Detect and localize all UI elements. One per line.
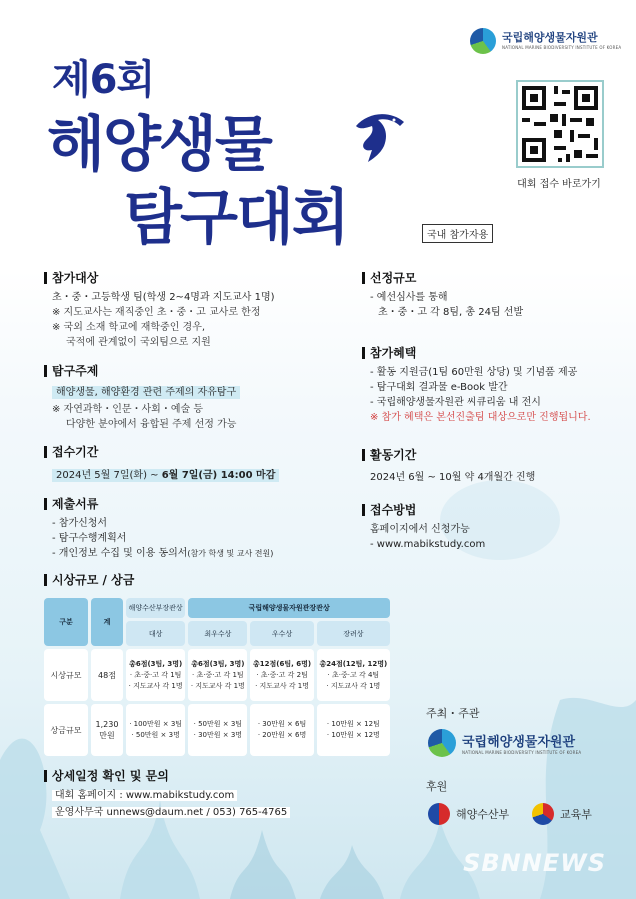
section-topic <box>44 362 240 432</box>
award-row-total: 48점 <box>91 649 123 701</box>
section-heading: 참가대상 <box>44 269 275 286</box>
document-note: (참가 학생 및 교사 전원) <box>187 549 274 558</box>
section-heading: 제출서류 <box>44 495 273 512</box>
organizer-subname: NATIONAL MARINE BIODIVERSITY INSTITUTE OF KOREA <box>462 750 582 755</box>
title-sub: 탐구대회 <box>124 183 348 253</box>
watermark: SBNNEWS <box>463 849 606 877</box>
section-heading: 참가혜택 <box>362 344 591 361</box>
sponsor-moe <box>532 803 592 825</box>
award-subheader: 최우수상 <box>188 621 247 646</box>
award-cell-line: · 50만원 × 3명 <box>131 731 180 739</box>
award-cell-count: 총24점(12팀, 12명) <box>319 659 388 668</box>
section-heading: 시상규모 / 상금 <box>44 571 134 588</box>
award-cell-line: · 10만원 × 12팀 <box>326 720 380 728</box>
organizer-logo <box>428 729 581 757</box>
section-heading: 선정규모 <box>362 269 523 286</box>
document-item: - 참가신청서 <box>52 518 108 529</box>
award-cell-line: · 100만원 × 3팀 <box>129 720 183 728</box>
sponsor-name: 해양수산부 <box>456 808 510 821</box>
award-table <box>41 595 393 759</box>
organizer-name: 국립해양생물자원관 <box>462 735 576 750</box>
section-eligibility <box>44 269 275 350</box>
award-prize-unit: 만원 <box>99 731 115 740</box>
section-awards <box>44 571 134 588</box>
award-cell-line: · 초·중·고 각 2팀 <box>256 670 308 679</box>
award-subheader: 장려상 <box>317 621 390 646</box>
award-header-minister: 해양수산부장관상 <box>126 598 185 618</box>
section-benefits <box>362 344 591 425</box>
benefit-note: ※ 참가 혜택은 본선진출팀 대상으로만 진행됩니다. <box>370 412 591 423</box>
audience-badge: 국내 참가자용 <box>422 224 493 243</box>
dolphin-icon <box>350 106 410 164</box>
section-heading: 활동기간 <box>362 446 535 463</box>
award-cell-line: · 초·중·고 각 1팀 <box>192 670 244 679</box>
eligibility-line: ※ 국외 소재 학교에 재학중인 경우, <box>52 322 206 333</box>
topic-line: ※ 자연과학・인문・사회・예술 등 <box>52 404 203 415</box>
section-heading: 상세일정 확인 및 문의 <box>44 767 290 784</box>
award-cell-line: · 30만원 × 3명 <box>193 731 243 739</box>
qr-code-icon[interactable] <box>516 80 604 168</box>
award-cell-line: · 20만원 × 6명 <box>257 731 307 739</box>
period-end: 6월 7일(금) 14:00 마감 <box>161 470 276 481</box>
award-subheader: 대상 <box>126 621 185 646</box>
organizer-emblem-icon <box>428 729 456 757</box>
benefit-item: - 활동 지원금(1팀 60만원 상당) 및 기념품 제공 <box>370 367 578 378</box>
benefit-item: - 탐구대회 결과물 e-Book 발간 <box>370 382 508 393</box>
award-header-category: 구분 <box>44 598 88 646</box>
contact-office[interactable]: 운영사무국 unnews@daum.net / 053) 765-4765 <box>52 807 290 818</box>
section-documents <box>44 495 273 561</box>
award-header-director: 국립해양생물자원관장관상 <box>188 598 390 618</box>
section-heading: 접수기간 <box>44 443 279 460</box>
eligibility-line: 초・중・고등학생 팀(학생 2~4명과 지도교사 1명) <box>52 292 275 303</box>
award-cell-line: · 초·중·고 각 1팀 <box>129 670 182 679</box>
award-cell-line: · 지도교사 각 1명 <box>326 681 381 690</box>
topic-highlight: 해양생물, 해양환경 관련 주제의 자유탐구 <box>52 386 240 399</box>
apply-line: 홈페이지에서 신청가능 <box>370 524 470 535</box>
qr-caption: 대회 접수 바로가기 <box>517 179 601 190</box>
award-cell-line: · 30만원 × 6팀 <box>257 720 307 728</box>
award-header-total: 계 <box>91 598 123 646</box>
document-item: - 탐구수행계획서 <box>52 533 127 544</box>
org-logo <box>470 28 621 54</box>
sponsor-label: 후원 <box>426 780 448 793</box>
award-cell-line: · 초·중·고 각 4팀 <box>327 670 380 679</box>
organizer-label: 주최・주관 <box>426 707 480 720</box>
org-name: 국립해양생물자원관 <box>502 31 598 45</box>
contact-homepage[interactable]: 대회 홈페이지 : www.mabikstudy.com <box>52 790 237 801</box>
section-heading: 접수방법 <box>362 501 485 518</box>
period-start: 2024년 5월 7일(화) ~ <box>56 470 162 481</box>
award-subheader: 우수상 <box>250 621 313 646</box>
section-activity <box>362 446 535 485</box>
award-cell-count: 총6점(3팀, 3명) <box>191 659 245 668</box>
title-edition: 제6회 <box>52 57 155 103</box>
award-cell-line: · 지도교사 각 1명 <box>128 681 183 690</box>
mof-emblem-icon <box>428 803 450 825</box>
apply-url[interactable]: - www.mabikstudy.com <box>370 539 486 550</box>
award-cell-line: · 지도교사 각 1명 <box>190 681 245 690</box>
award-cell-line: · 지도교사 각 1명 <box>255 681 310 690</box>
title-main: 해양생물 <box>47 110 271 180</box>
org-subname: NATIONAL MARINE BIODIVERSITY INSTITUTE OF KOREA <box>502 44 622 50</box>
award-row-label: 시상규모 <box>44 649 88 701</box>
selection-line: - 예선심사를 통해 <box>370 292 448 303</box>
benefit-item: - 국립해양생물자원관 씨큐리움 내 전시 <box>370 397 541 408</box>
moe-emblem-icon <box>532 803 554 825</box>
award-cell-count: 총6점(3팀, 3명) <box>129 659 183 668</box>
section-contact <box>44 767 290 820</box>
section-selection <box>362 269 523 320</box>
award-prize-total: 1,230 <box>95 720 119 729</box>
award-cell-line: · 50만원 × 3팀 <box>193 720 243 728</box>
document-item: - 개인정보 수집 및 이용 동의서 <box>52 548 188 559</box>
sponsor-name: 교육부 <box>560 808 592 821</box>
section-period <box>44 443 279 483</box>
activity-text: 2024년 6월 ~ 10월 약 4개월간 진행 <box>370 472 536 483</box>
org-emblem-icon <box>470 28 496 54</box>
section-heading: 탐구주제 <box>44 362 240 379</box>
award-row-label: 상금규모 <box>44 704 88 756</box>
topic-line: 다양한 분야에서 융합된 주제 선정 가능 <box>66 419 237 430</box>
sponsor-mof <box>428 803 509 825</box>
selection-line: 초・중・고 각 8팀, 총 24팀 선발 <box>378 307 524 318</box>
award-cell-count: 총12점(6팀, 6명) <box>253 659 312 668</box>
eligibility-line: ※ 지도교사는 재직중인 초・중・고 교사로 한정 <box>52 307 261 318</box>
eligibility-line: 국적에 관계없이 국외팀으로 지원 <box>66 337 211 348</box>
section-apply <box>362 501 485 552</box>
award-cell-line: · 10만원 × 12명 <box>326 731 380 739</box>
